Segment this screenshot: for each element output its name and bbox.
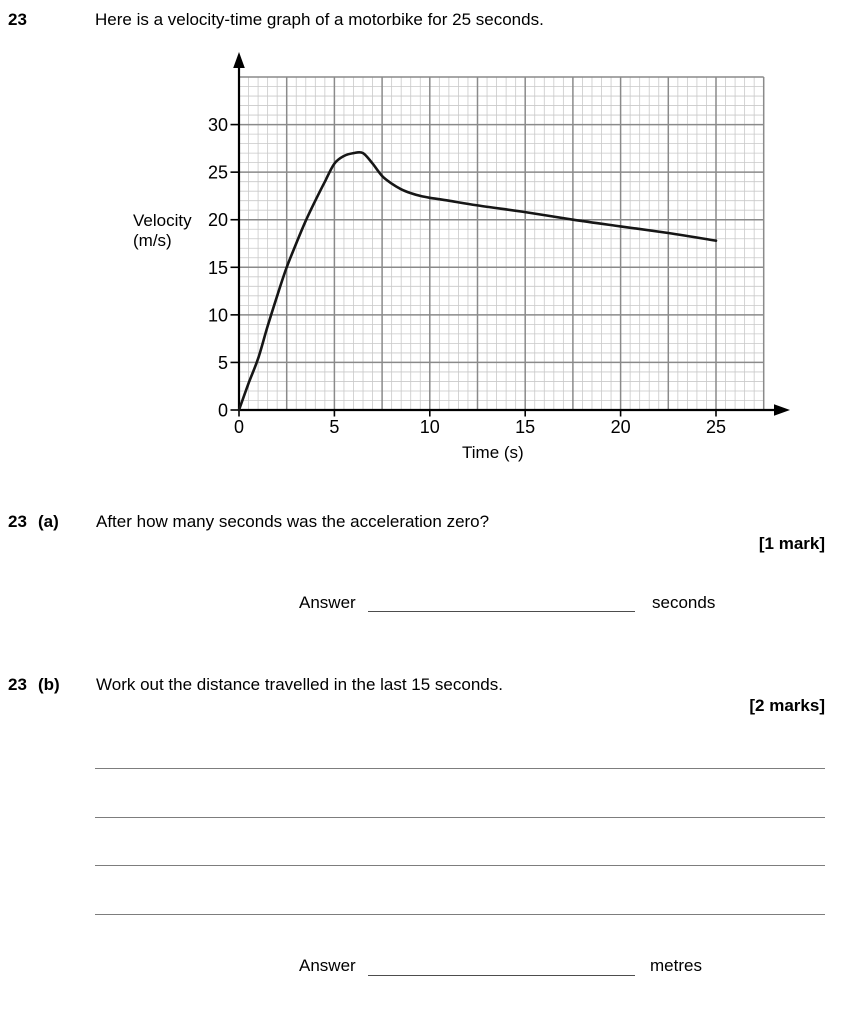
part-b-letter: (b)	[38, 675, 60, 694]
x-tick-label: 5	[329, 417, 340, 437]
x-tick-label: 15	[515, 417, 536, 437]
part-a-answer-label: Answer	[299, 593, 356, 612]
y-axis-title-line1: Velocity	[133, 211, 192, 230]
working-line[interactable]	[95, 768, 825, 769]
x-tick-label: 25	[705, 417, 727, 437]
y-tick-label: 5	[217, 352, 228, 373]
y-axis-title	[133, 211, 192, 251]
working-line[interactable]	[95, 914, 825, 915]
part-a-letter: (a)	[38, 512, 59, 531]
velocity-time-graph	[0, 0, 844, 470]
part-b-question-text: Work out the distance travelled in the last 15 seconds.	[96, 675, 503, 694]
x-axis-title: Time (s)	[462, 443, 524, 462]
part-b-marks-badge: [2 marks]	[749, 696, 825, 715]
working-line[interactable]	[95, 817, 825, 818]
y-tick-label: 15	[207, 257, 228, 278]
part-b-answer-unit: metres	[650, 956, 702, 975]
working-line[interactable]	[95, 865, 825, 866]
x-axis-arrow-icon	[774, 404, 790, 416]
x-tick-label: 10	[419, 417, 440, 437]
part-a-answer-blank[interactable]	[368, 611, 635, 612]
part-a-question-text: After how many seconds was the acceleration zero?	[96, 512, 490, 531]
part-b-answer-blank[interactable]	[368, 975, 635, 976]
x-tick-label: 0	[233, 417, 245, 437]
part-a-answer-unit: seconds	[652, 593, 716, 612]
y-tick-label: 30	[207, 115, 228, 136]
y-axis-title-line2: (m/s)	[133, 231, 172, 250]
y-tick-label: 25	[207, 162, 228, 183]
question-intro: Here is a velocity-time graph of a motorbike for 25 seconds.	[95, 10, 544, 29]
y-tick-label: 10	[207, 305, 228, 326]
y-tick-label: 0	[217, 400, 228, 421]
y-axis-arrow-icon	[233, 52, 245, 68]
part-b-answer-label: Answer	[299, 956, 356, 975]
question-number: 23	[8, 10, 27, 29]
x-tick-label: 20	[610, 417, 631, 437]
part-a-question-number: 23	[8, 512, 27, 531]
part-a-marks-badge: [1 mark]	[758, 534, 825, 553]
y-tick-label: 20	[207, 210, 228, 231]
part-b-question-number: 23	[8, 675, 27, 694]
